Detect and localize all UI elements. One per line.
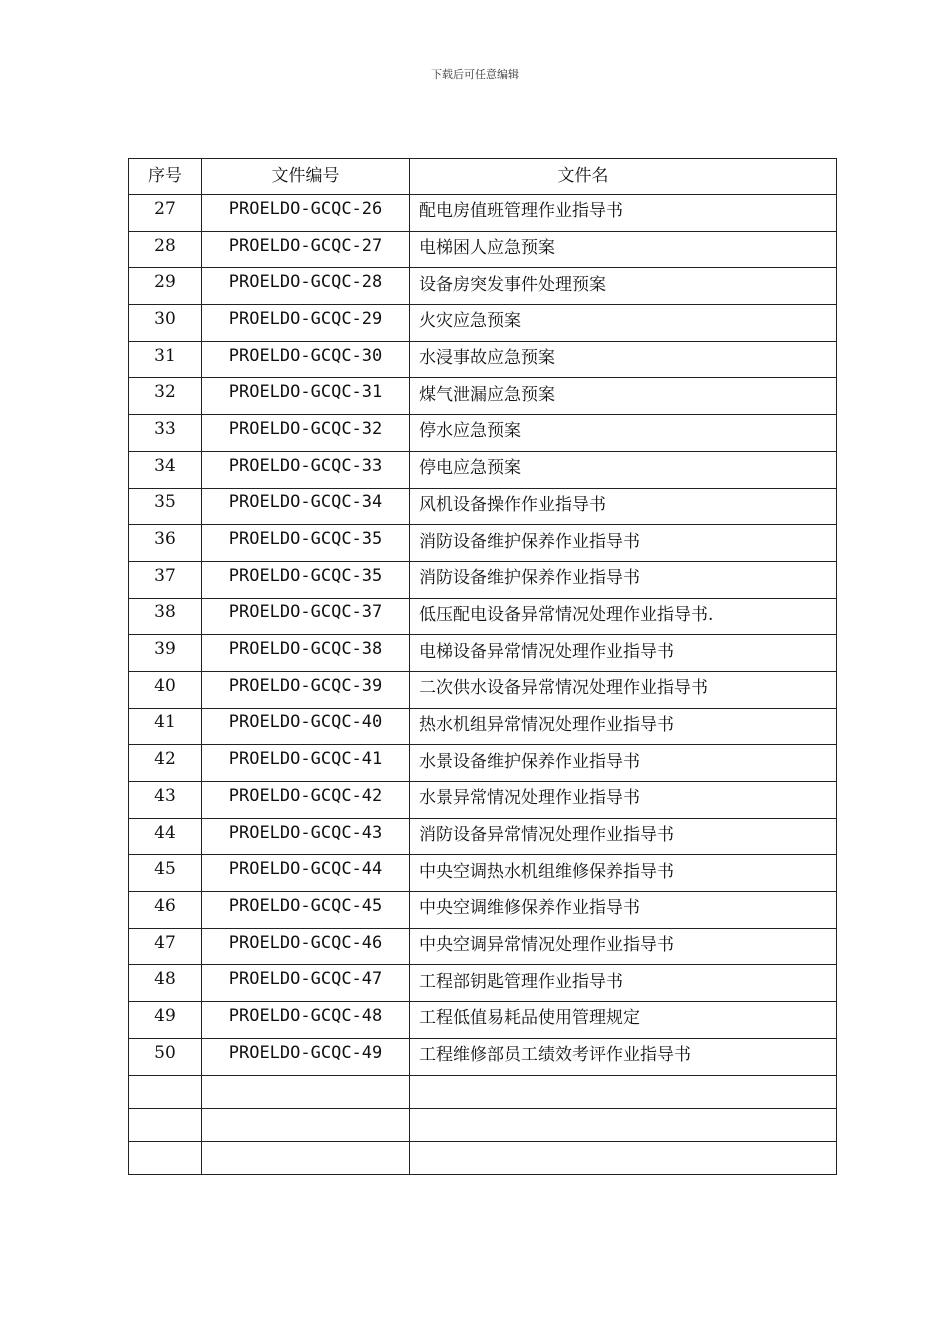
file-code-cell: PROELDO-GCQC-34 [202,488,410,525]
file-name-cell: 水景异常情况处理作业指导书 [410,782,837,819]
file-name-cell: 消防设备异常情况处理作业指导书 [410,818,837,855]
serial-cell: 29 [129,268,202,305]
empty-cell [129,1141,202,1174]
serial-cell: 33 [129,415,202,452]
serial-cell: 28 [129,231,202,268]
file-code-cell: PROELDO-GCQC-46 [202,928,410,965]
file-code-cell: PROELDO-GCQC-48 [202,1002,410,1039]
serial-cell: 47 [129,928,202,965]
serial-cell: 38 [129,598,202,635]
header-file-name: 文件名 [410,159,837,195]
table-row [129,1002,837,1039]
table-row [129,635,837,672]
table-row [129,341,837,378]
file-code-cell: PROELDO-GCQC-37 [202,598,410,635]
serial-cell: 30 [129,305,202,342]
serial-cell: 32 [129,378,202,415]
serial-cell: 27 [129,195,202,232]
table-row [129,598,837,635]
table-row [129,268,837,305]
file-code-cell: PROELDO-GCQC-44 [202,855,410,892]
file-name-cell: 水景设备维护保养作业指导书 [410,745,837,782]
empty-table-row [129,1141,837,1174]
table-row [129,415,837,452]
table-row [129,671,837,708]
serial-cell: 35 [129,488,202,525]
serial-cell: 31 [129,341,202,378]
serial-cell: 48 [129,965,202,1002]
file-code-cell: PROELDO-GCQC-41 [202,745,410,782]
serial-cell: 43 [129,782,202,819]
table-row [129,965,837,1002]
file-code-cell: PROELDO-GCQC-45 [202,892,410,929]
empty-cell [410,1141,837,1174]
file-code-cell: PROELDO-GCQC-38 [202,635,410,672]
table-row [129,745,837,782]
table-row [129,378,837,415]
file-name-cell: 电梯设备异常情况处理作业指导书 [410,635,837,672]
serial-cell: 34 [129,451,202,488]
table-row [129,305,837,342]
file-name-cell: 煤气泄漏应急预案 [410,378,837,415]
file-code-cell: PROELDO-GCQC-29 [202,305,410,342]
file-code-cell: PROELDO-GCQC-33 [202,451,410,488]
file-name-cell: 停水应急预案 [410,415,837,452]
table-header-row [129,159,837,195]
serial-cell: 44 [129,818,202,855]
serial-cell: 36 [129,525,202,562]
serial-cell: 46 [129,892,202,929]
empty-cell [129,1075,202,1108]
file-name-cell: 二次供水设备异常情况处理作业指导书 [410,671,837,708]
file-name-cell: 设备房突发事件处理预案 [410,268,837,305]
file-name-cell: 风机设备操作作业指导书 [410,488,837,525]
file-name-cell: 消防设备维护保养作业指导书 [410,561,837,598]
table-row [129,855,837,892]
file-name-cell: 工程部钥匙管理作业指导书 [410,965,837,1002]
file-code-cell: PROELDO-GCQC-49 [202,1038,410,1075]
table-row [129,195,837,232]
file-name-cell: 配电房值班管理作业指导书 [410,195,837,232]
empty-table-row [129,1075,837,1108]
file-code-cell: PROELDO-GCQC-47 [202,965,410,1002]
table-row [129,928,837,965]
file-code-cell: PROELDO-GCQC-35 [202,525,410,562]
header-file-code: 文件编号 [202,159,410,195]
file-name-cell: 消防设备维护保养作业指导书 [410,525,837,562]
file-code-cell: PROELDO-GCQC-39 [202,671,410,708]
file-code-cell: PROELDO-GCQC-30 [202,341,410,378]
serial-cell: 40 [129,671,202,708]
table-row [129,892,837,929]
file-code-cell: PROELDO-GCQC-40 [202,708,410,745]
file-code-cell: PROELDO-GCQC-43 [202,818,410,855]
header-note: 下载后可任意编辑 [431,68,519,81]
file-code-cell: PROELDO-GCQC-28 [202,268,410,305]
table-body [129,195,837,1175]
serial-cell: 45 [129,855,202,892]
serial-cell: 49 [129,1002,202,1039]
serial-cell: 42 [129,745,202,782]
file-code-cell: PROELDO-GCQC-27 [202,231,410,268]
table-row [129,782,837,819]
table-row [129,231,837,268]
file-name-cell: 电梯困人应急预案 [410,231,837,268]
file-name-cell: 中央空调维修保养作业指导书 [410,892,837,929]
file-name-cell: 中央空调异常情况处理作业指导书 [410,928,837,965]
serial-cell: 39 [129,635,202,672]
empty-table-row [129,1108,837,1141]
file-name-cell: 火灾应急预案 [410,305,837,342]
table-row [129,488,837,525]
empty-cell [202,1075,410,1108]
table-row [129,708,837,745]
table-row [129,818,837,855]
serial-cell: 50 [129,1038,202,1075]
empty-cell [129,1108,202,1141]
table-row [129,451,837,488]
file-code-cell: PROELDO-GCQC-26 [202,195,410,232]
file-name-cell: 停电应急预案 [410,451,837,488]
table-row [129,561,837,598]
serial-cell: 37 [129,561,202,598]
document-index-table [128,158,837,1175]
file-code-cell: PROELDO-GCQC-32 [202,415,410,452]
table-row [129,1038,837,1075]
serial-cell: 41 [129,708,202,745]
file-name-cell: 热水机组异常情况处理作业指导书 [410,708,837,745]
file-code-cell: PROELDO-GCQC-35 [202,561,410,598]
table-row [129,525,837,562]
header-serial: 序号 [129,159,202,195]
file-code-cell: PROELDO-GCQC-31 [202,378,410,415]
file-name-cell: 中央空调热水机组维修保养指导书 [410,855,837,892]
empty-cell [410,1108,837,1141]
empty-cell [202,1108,410,1141]
empty-cell [410,1075,837,1108]
empty-cell [202,1141,410,1174]
file-name-cell: 低压配电设备异常情况处理作业指导书. [410,598,837,635]
file-name-cell: 工程低值易耗品使用管理规定 [410,1002,837,1039]
file-name-cell: 工程维修部员工绩效考评作业指导书 [410,1038,837,1075]
file-code-cell: PROELDO-GCQC-42 [202,782,410,819]
file-name-cell: 水浸事故应急预案 [410,341,837,378]
